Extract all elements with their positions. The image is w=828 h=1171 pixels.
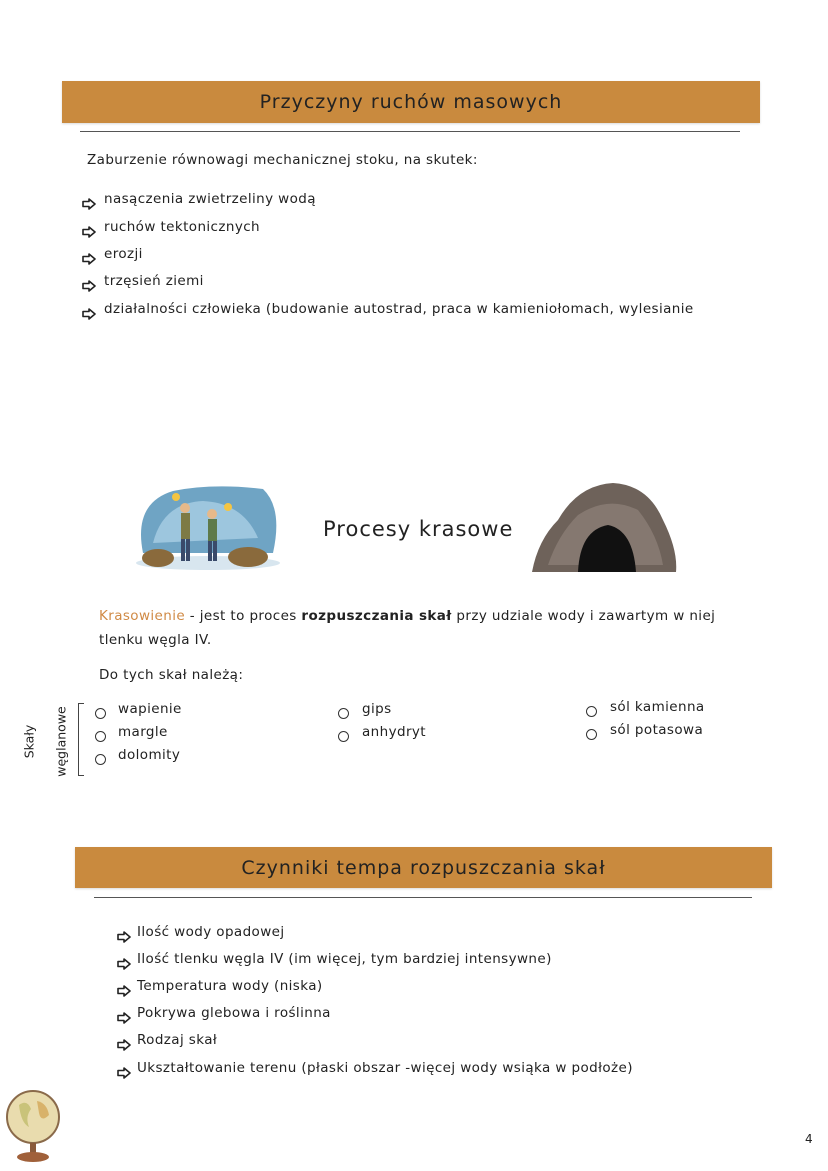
- globe-logo: [5, 1083, 65, 1165]
- definition-line-1: [99, 608, 715, 624]
- cave-illustration: [528, 480, 680, 577]
- section-header-mass-movements: [62, 81, 760, 123]
- intro-text: Zaburzenie równowagi mechanicznej stoku, na skutek:: [87, 152, 478, 168]
- rock-item: gips: [362, 701, 392, 717]
- arrow-bullet-icon: [117, 1064, 131, 1076]
- side-label-line: Skały: [21, 724, 37, 759]
- arrow-bullet-icon: [82, 305, 96, 317]
- definition-bold: rozpuszczania skał: [301, 608, 452, 624]
- circle-bullet-icon: [586, 729, 597, 740]
- arrow-bullet-icon: [117, 1009, 131, 1021]
- circle-bullet-icon: [95, 754, 106, 765]
- list-item: Ilość wody opadowej: [137, 924, 285, 940]
- definition-text: przy udziale wody i zawartym w niej: [451, 608, 716, 624]
- list-item: trzęsień ziemi: [104, 273, 204, 289]
- section-header-dissolution-factors: [75, 847, 772, 888]
- bracket: [78, 703, 84, 776]
- definition-line-2: tlenku węgla IV.: [99, 632, 212, 648]
- rock-item: anhydryt: [362, 724, 426, 740]
- list-item: erozji: [104, 246, 143, 262]
- list-item: ruchów tektonicznych: [104, 219, 260, 235]
- circle-bullet-icon: [95, 708, 106, 719]
- divider: [94, 897, 752, 898]
- arrow-bullet-icon: [82, 223, 96, 235]
- section-title-karst: Procesy krasowe: [323, 517, 514, 541]
- rock-item: sól potasowa: [610, 722, 704, 738]
- rocks-lead: Do tych skał należą:: [99, 667, 244, 683]
- rock-item: wapienie: [118, 701, 182, 717]
- term-karstification: Krasowienie: [99, 608, 186, 624]
- arrow-bullet-icon: [82, 277, 96, 289]
- section-title: Czynniki tempa rozpuszczania skał: [241, 856, 606, 879]
- list-item: działalności człowieka (budowanie autostrad, praca w kamieniołomach, wylesianie: [104, 301, 694, 317]
- list-item: Temperatura wody (niska): [137, 978, 323, 994]
- arrow-bullet-icon: [117, 928, 131, 940]
- arrow-bullet-icon: [82, 195, 96, 207]
- circle-bullet-icon: [338, 708, 349, 719]
- rock-item: margle: [118, 724, 168, 740]
- list-item: Pokrywa glebowa i roślinna: [137, 1005, 331, 1021]
- arrow-bullet-icon: [117, 1036, 131, 1048]
- section-title: Przyczyny ruchów masowych: [259, 91, 563, 113]
- list-item: nasączenia zwietrzeliny wodą: [104, 191, 316, 207]
- side-label-line: węglanowe: [53, 706, 69, 777]
- page-number: 4: [805, 1132, 813, 1146]
- list-item: Ukształtowanie terenu (płaski obszar -więcej wody wsiąka w podłoże): [137, 1060, 633, 1076]
- definition-text: - jest to proces: [185, 608, 302, 624]
- divider: [80, 131, 740, 132]
- list-item: Rodzaj skał: [137, 1032, 218, 1048]
- arrow-bullet-icon: [117, 955, 131, 967]
- arrow-bullet-icon: [117, 982, 131, 994]
- circle-bullet-icon: [586, 706, 597, 717]
- circle-bullet-icon: [338, 731, 349, 742]
- list-item: Ilość tlenku węgla IV (im więcej, tym bardziej intensywne): [137, 951, 552, 967]
- side-label-carbonate-rocks: [14, 706, 84, 777]
- circle-bullet-icon: [95, 731, 106, 742]
- rock-item: dolomity: [118, 747, 181, 763]
- rock-item: sól kamienna: [610, 699, 705, 715]
- cave-explorers-illustration: [133, 483, 282, 573]
- arrow-bullet-icon: [82, 250, 96, 262]
